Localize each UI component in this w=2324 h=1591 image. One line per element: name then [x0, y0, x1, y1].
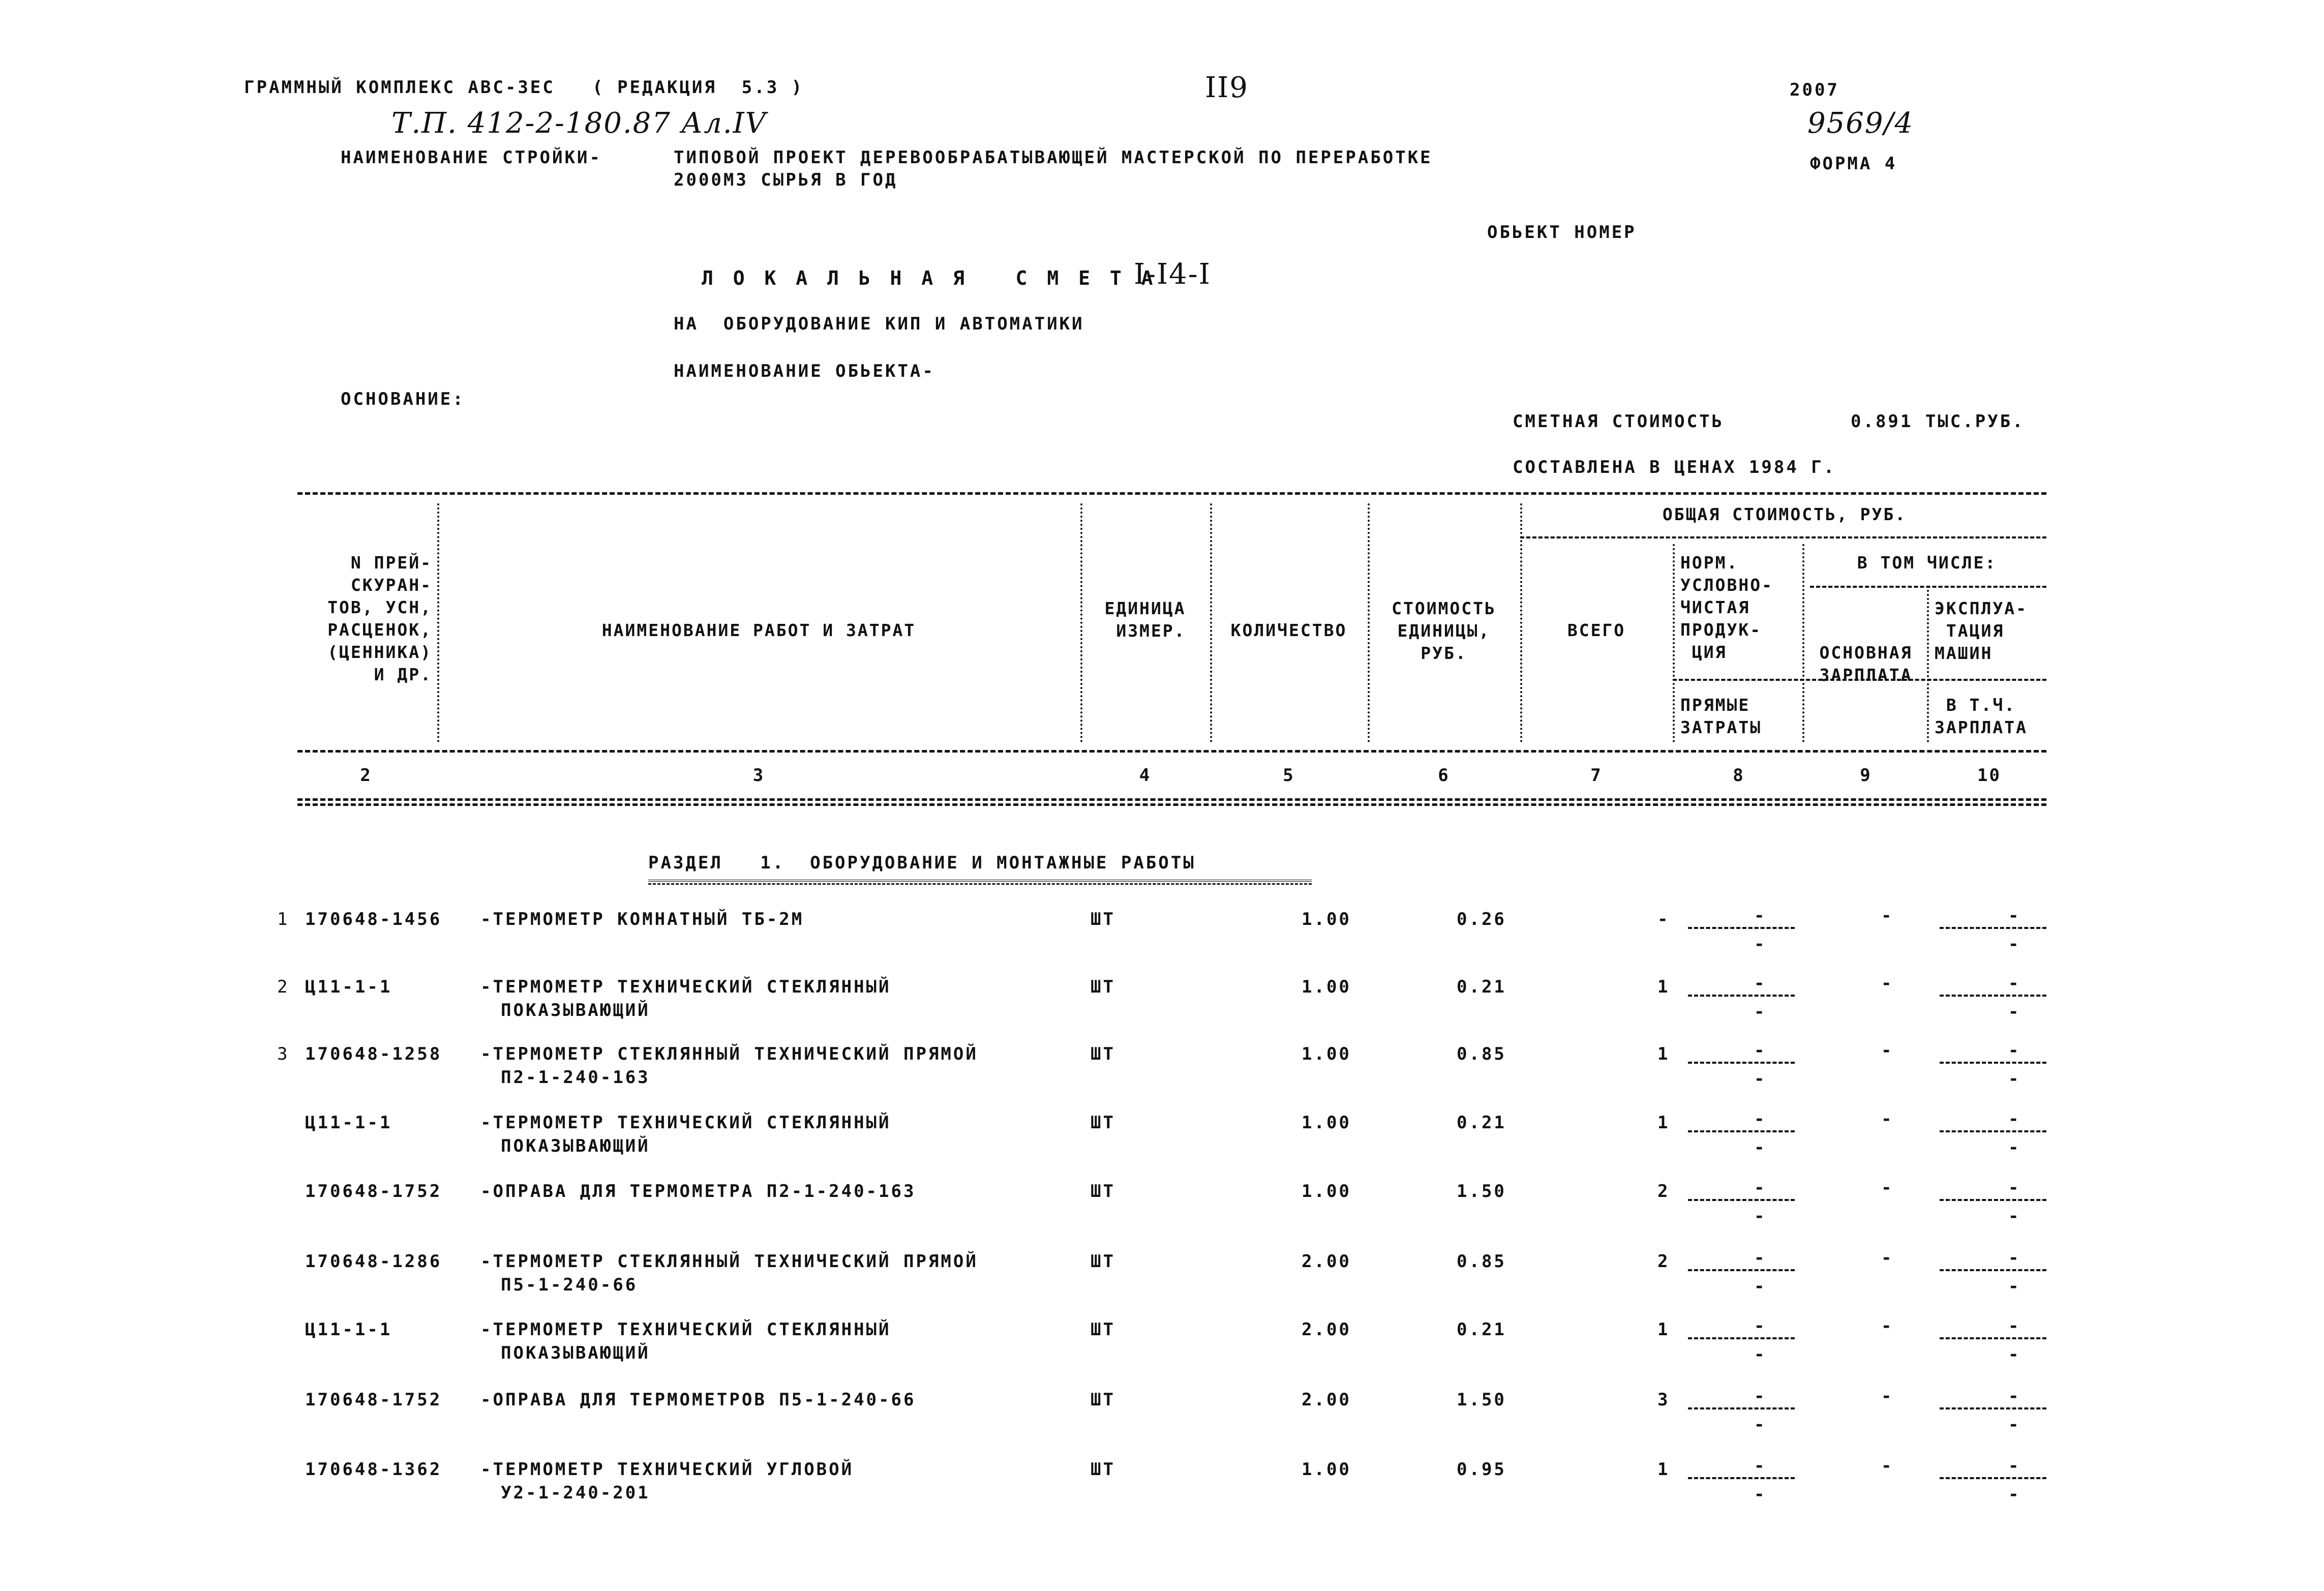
object-name-label: НАИМЕНОВАНИЕ ОБЬЕКТА- [674, 361, 935, 381]
section-title: РАЗДЕЛ 1. ОБОРУДОВАНИЕ И МОНТАЖНЫЕ РАБОТЫ [648, 853, 1196, 873]
col-number-7: 7 [1590, 765, 1603, 786]
project-code: Т.П. 412-2-180.87 Ал.IV [391, 107, 767, 140]
col-number-2: 2 [360, 765, 372, 786]
col-number-3: 3 [752, 765, 765, 786]
page-number: II9 [1205, 71, 1249, 104]
row-total: 2 [1657, 1251, 1670, 1272]
empty-cell-dash: - [1881, 1456, 1892, 1476]
row-quantity: 2.00 [1302, 1390, 1351, 1410]
col-number-5: 5 [1283, 765, 1295, 786]
empty-cell-dash: - [2008, 1109, 2019, 1129]
col-sep-6 [1673, 544, 1675, 742]
row-code: 170648-1286 [305, 1251, 442, 1272]
empty-cell-dash: - [1754, 1386, 1765, 1406]
header-direct-costs: ПРЯМЫЕ ЗАТРАТЫ [1680, 695, 1762, 737]
table-row [0, 1180, 2324, 1246]
table-row [0, 1250, 2324, 1316]
row-unit: ШТ [1091, 1044, 1115, 1064]
subtotal-rule [1940, 1337, 2046, 1339]
object-number-label: ОБЬЕКТ НОМЕР [1487, 222, 1637, 243]
row-quantity: 1.00 [1302, 1459, 1351, 1480]
empty-cell-dash: - [2008, 934, 2019, 954]
row-unit: ШТ [1091, 1113, 1115, 1133]
empty-cell-dash: - [1754, 1137, 1765, 1158]
empty-cell-dash: - [1754, 1415, 1765, 1435]
row-total: 1 [1657, 1113, 1670, 1133]
row-code: 170648-1456 [305, 909, 442, 929]
estimate-title: Л О К А Л Ь Н А Я С М Е Т А [702, 267, 1157, 289]
table-row [0, 1388, 2324, 1454]
row-code: 170648-1258 [305, 1044, 442, 1064]
empty-cell-dash: - [1754, 1456, 1765, 1476]
construction-name-line2: 2000М3 СЫРЬЯ В ГОД [674, 170, 898, 190]
col-sep-8 [1927, 590, 1929, 742]
row-name: -ТЕРМОМЕТР ТЕХНИЧЕСКИЙ СТЕКЛЯННЫЙ [480, 1319, 891, 1340]
subtotal-rule [1940, 1130, 2046, 1132]
prices-year-label: СОСТАВЛЕНА В ЦЕНАХ 1984 Г. [1513, 457, 1836, 477]
program-header: ГРАММНЫЙ КОМПЛЕКС АВС-ЗЕС ( РЕДАКЦИЯ 5.3 ) [244, 77, 804, 98]
row-name: -ТЕРМОМЕТР ТЕХНИЧЕСКИЙ УГЛОВОЙ [480, 1459, 854, 1480]
row-name-continuation: ПОКАЗЫВАЮЩИЙ [501, 1343, 650, 1363]
section-underline [648, 880, 1312, 885]
empty-cell-dash: - [2008, 1484, 2019, 1505]
empty-cell-dash: - [2008, 906, 2019, 926]
row-name: -ТЕРМОМЕТР ТЕХНИЧЕСКИЙ СТЕКЛЯННЫЙ [480, 1113, 891, 1133]
row-code: Ц11-1-1 [305, 977, 393, 997]
doc-number: 9569/4 [1807, 107, 1914, 140]
row-unit: ШТ [1091, 1251, 1115, 1272]
row-name-continuation: ПОКАЗЫВАЮЩИЙ [501, 1000, 650, 1020]
row-unit: ШТ [1091, 977, 1115, 997]
col-number-4: 4 [1139, 765, 1152, 786]
incl-rule [1810, 586, 2046, 588]
empty-cell-dash: - [2008, 1316, 2019, 1336]
table-header-rule [297, 750, 2046, 753]
empty-cell-dash: - [2008, 973, 2019, 994]
row-quantity: 1.00 [1302, 1181, 1351, 1202]
col-sep-1 [437, 503, 439, 742]
row-unit-cost: 0.21 [1457, 1113, 1506, 1133]
row-unit: ШТ [1091, 1181, 1115, 1202]
empty-cell-dash: - [2008, 1386, 2019, 1406]
basis-label: ОСНОВАНИЕ: [341, 389, 465, 409]
subtotal-rule [1940, 1269, 2046, 1271]
empty-cell-dash: - [1754, 1316, 1765, 1336]
empty-cell-dash: - [2008, 1069, 2019, 1089]
empty-cell-dash: - [2008, 1040, 2019, 1061]
subtotal-rule [1940, 1477, 2046, 1479]
empty-cell-dash: - [1754, 1109, 1765, 1129]
construction-name-line1: ТИПОВОЙ ПРОЕКТ ДЕРЕВООБРАБАТЫВАЮЩЕЙ МАСТЕРСКОЙ ПО ПЕРЕРАБОТКЕ [674, 147, 1433, 168]
row-code: 170648-1752 [305, 1181, 442, 1202]
empty-cell-dash: - [1881, 1316, 1892, 1336]
header-machine-operation: ЭКСПЛУА- ТАЦИЯ МАШИН [1935, 598, 2028, 663]
header-normative-production: НОРМ. УСЛОВНО- ЧИСТАЯ ПРОДУК- ЦИЯ [1680, 553, 1773, 662]
row-name: -ТЕРМОМЕТР СТЕКЛЯННЫЙ ТЕХНИЧЕСКИЙ ПРЯМОЙ [480, 1044, 978, 1064]
subtotal-rule [1940, 1199, 2046, 1201]
col-sep-7 [1802, 544, 1804, 742]
col-sep-2 [1080, 503, 1082, 742]
header-quantity: КОЛИЧЕСТВО [1230, 620, 1347, 640]
col-number-10: 10 [1977, 765, 2001, 786]
empty-cell-dash: - [1754, 1069, 1765, 1089]
empty-cell-dash: - [1754, 1206, 1765, 1226]
col-sep-3 [1210, 503, 1212, 742]
header-incl-salary: В Т.Ч. ЗАРПЛАТА [1935, 695, 2028, 737]
row-total: 1 [1657, 1044, 1670, 1064]
table-row [0, 1042, 2324, 1108]
header-base-salary: ОСНОВНАЯ ЗАРПЛАТА [1819, 643, 1913, 685]
row-number: 2 [277, 977, 290, 997]
row-unit-cost: 0.21 [1457, 977, 1506, 997]
empty-cell-dash: - [1754, 973, 1765, 994]
empty-cell-dash: - [1754, 1002, 1765, 1022]
row-quantity: 1.00 [1302, 1113, 1351, 1133]
subtotal-rule [1688, 1130, 1795, 1132]
row-name: -ТЕРМОМЕТР ТЕХНИЧЕСКИЙ СТЕКЛЯННЫЙ [480, 977, 891, 997]
subtotal-rule [1688, 927, 1795, 929]
col-sep-5 [1520, 503, 1522, 742]
table-row [0, 975, 2324, 1041]
empty-cell-dash: - [1754, 1276, 1765, 1297]
empty-cell-dash: - [1754, 906, 1765, 926]
subtotal-rule [1940, 927, 2046, 929]
empty-cell-dash: - [1754, 1248, 1765, 1268]
row-unit-cost: 1.50 [1457, 1390, 1506, 1410]
row-unit-cost: 0.85 [1457, 1251, 1506, 1272]
row-unit-cost: 0.85 [1457, 1044, 1506, 1064]
empty-cell-dash: - [1881, 1248, 1892, 1268]
subtotal-rule [1688, 1407, 1795, 1409]
empty-cell-dash: - [1881, 1386, 1892, 1406]
subtotal-rule [1940, 1407, 2046, 1409]
row-name-continuation: П2-1-240-163 [501, 1067, 650, 1088]
col-number-6: 6 [1438, 765, 1450, 786]
row-name: -ОПРАВА ДЛЯ ТЕРМОМЕТРА П2-1-240-163 [480, 1181, 916, 1202]
estimate-number: I-I4-I [1134, 258, 1211, 291]
row-unit-cost: 0.26 [1457, 909, 1506, 929]
header-including: В ТОМ ЧИСЛЕ: [1857, 553, 1997, 573]
row-total: - [1657, 909, 1670, 929]
construction-label: НАИМЕНОВАНИЕ СТРОЙКИ- [341, 147, 602, 168]
subtotal-rule [1688, 1062, 1795, 1064]
subtotal-rule [1688, 1199, 1795, 1201]
row-total: 1 [1657, 977, 1670, 997]
header-unit: ЕДИНИЦА ИЗМЕР. [1104, 598, 1186, 641]
empty-cell-dash: - [2008, 1002, 2019, 1022]
row-code: 170648-1752 [305, 1390, 442, 1410]
empty-cell-dash: - [2008, 1248, 2019, 1268]
header-work-name: НАИМЕНОВАНИЕ РАБОТ И ЗАТРАТ [601, 620, 916, 640]
table-numbers-rule [297, 798, 2046, 801]
row-name-continuation: ПОКАЗЫВАЮЩИЙ [501, 1136, 650, 1156]
subtotal-rule [1688, 1337, 1795, 1339]
row-number: 3 [277, 1044, 290, 1064]
total-cost-rule [1520, 536, 2046, 538]
row-total: 1 [1657, 1459, 1670, 1480]
form-label: ФОРМА 4 [1810, 154, 1897, 174]
row-name-continuation: П5-1-240-66 [501, 1275, 638, 1295]
row-unit-cost: 0.21 [1457, 1319, 1506, 1340]
empty-cell-dash: - [1754, 1040, 1765, 1061]
col-number-9: 9 [1860, 765, 1872, 786]
estimate-cost-label: СМЕТНАЯ СТОИМОСТЬ [1513, 411, 1724, 432]
row-unit: ШТ [1091, 1319, 1115, 1340]
row-unit: ШТ [1091, 909, 1115, 929]
header-unit-cost: СТОИМОСТЬ ЕДИНИЦЫ, РУБ. [1392, 598, 1496, 663]
row-unit: ШТ [1091, 1459, 1115, 1480]
row-quantity: 1.00 [1302, 909, 1351, 929]
row-code: Ц11-1-1 [305, 1319, 393, 1340]
row-quantity: 2.00 [1302, 1251, 1351, 1272]
table-row [0, 908, 2324, 974]
row-quantity: 1.00 [1302, 1044, 1351, 1064]
empty-cell-dash: - [1881, 1040, 1892, 1061]
estimate-cost-value: 0.891 ТЫС.РУБ. [1851, 411, 2025, 432]
empty-cell-dash: - [2008, 1344, 2019, 1365]
row-name-continuation: У2-1-240-201 [501, 1483, 650, 1503]
empty-cell-dash: - [1881, 906, 1892, 926]
empty-cell-dash: - [1754, 1344, 1765, 1365]
row-unit-cost: 0.95 [1457, 1459, 1506, 1480]
estimate-subject: НА ОБОРУДОВАНИЕ КИП И АВТОМАТИКИ [674, 314, 1084, 334]
row-total: 3 [1657, 1390, 1670, 1410]
empty-cell-dash: - [2008, 1415, 2019, 1435]
col-number-8: 8 [1733, 765, 1745, 786]
table-row [0, 1458, 2324, 1524]
row-code: Ц11-1-1 [305, 1113, 393, 1133]
subtotal-rule [1688, 1477, 1795, 1479]
row-quantity: 2.00 [1302, 1319, 1351, 1340]
empty-cell-dash: - [1754, 1178, 1765, 1198]
table-row [0, 1111, 2324, 1177]
row-name: -ТЕРМОМЕТР КОМНАТНЫЙ ТБ-2М [480, 909, 804, 929]
row-total: 2 [1657, 1181, 1670, 1202]
year: 2007 [1790, 80, 1839, 100]
empty-cell-dash: - [2008, 1178, 2019, 1198]
empty-cell-dash: - [2008, 1137, 2019, 1158]
header-price-list-no: N ПРЕЙ- СКУРАН- ТОВ, УСН, РАСЦЕНОК, (ЦЕННИКА) И ДР. [327, 553, 432, 684]
row-unit-cost: 1.50 [1457, 1181, 1506, 1202]
empty-cell-dash: - [2008, 1206, 2019, 1226]
row-name: -ОПРАВА ДЛЯ ТЕРМОМЕТРОВ П5-1-240-66 [480, 1390, 916, 1410]
row-quantity: 1.00 [1302, 977, 1351, 997]
empty-cell-dash: - [1754, 934, 1765, 954]
header-total-cost: ОБЩАЯ СТОИМОСТЬ, РУБ. [1662, 504, 1907, 524]
subtotal-rule [1688, 1269, 1795, 1271]
empty-cell-dash: - [2008, 1456, 2019, 1476]
row-total: 1 [1657, 1319, 1670, 1340]
row-unit: ШТ [1091, 1390, 1115, 1410]
empty-cell-dash: - [2008, 1276, 2019, 1297]
empty-cell-dash: - [1881, 973, 1892, 994]
col-sep-4 [1368, 503, 1370, 742]
empty-cell-dash: - [1754, 1484, 1765, 1505]
table-top-rule [297, 492, 2046, 495]
row-name: -ТЕРМОМЕТР СТЕКЛЯННЫЙ ТЕХНИЧЕСКИЙ ПРЯМОЙ [480, 1251, 978, 1272]
header-total: ВСЕГО [1567, 620, 1626, 640]
row-number: 1 [277, 909, 290, 929]
row-code: 170648-1362 [305, 1459, 442, 1480]
subtotal-rule [1940, 1062, 2046, 1064]
table-row [0, 1318, 2324, 1384]
table-bottom-rule [297, 803, 2046, 806]
subtotal-rule [1688, 995, 1795, 997]
empty-cell-dash: - [1881, 1178, 1892, 1198]
empty-cell-dash: - [1881, 1109, 1892, 1129]
subtotal-rule [1940, 995, 2046, 997]
